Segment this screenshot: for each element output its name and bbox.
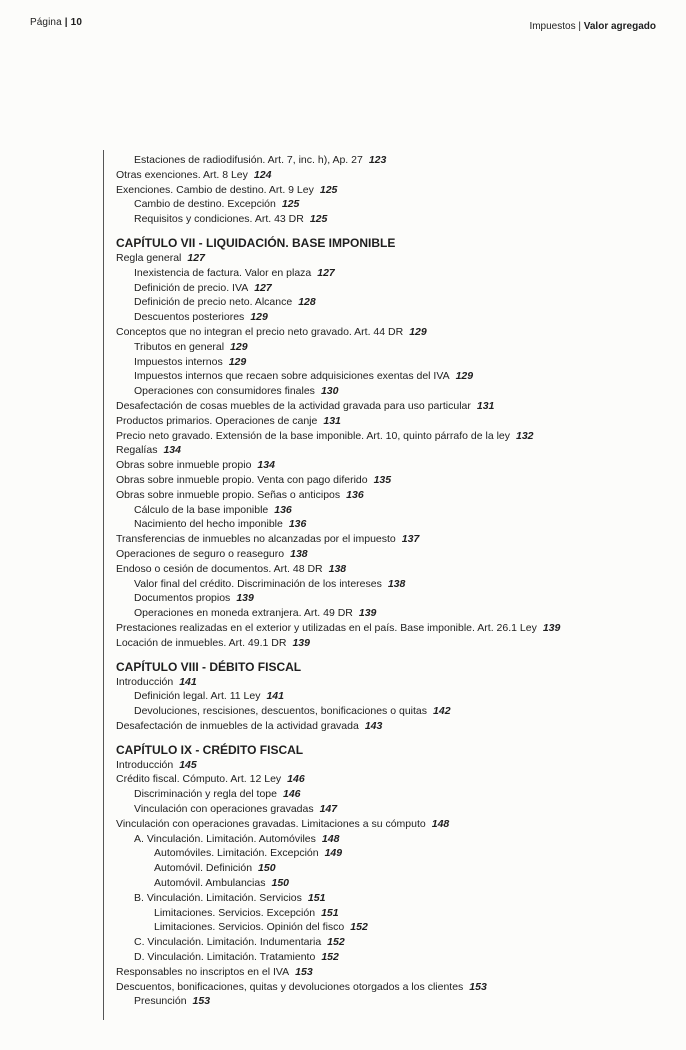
toc-entry-page: 136 xyxy=(274,503,292,516)
toc-entry xyxy=(114,876,679,891)
toc-entry xyxy=(114,704,679,719)
toc-entry xyxy=(114,384,679,399)
subsection-title: Valor agregado xyxy=(583,21,656,32)
toc-entry-text: Documentos propios xyxy=(134,592,231,605)
toc-entry-page: 150 xyxy=(258,862,276,875)
toc-entry-text: Operaciones con consumidores finales xyxy=(134,385,315,398)
toc-entry-text: Obras sobre inmueble propio xyxy=(116,459,252,472)
toc-entry-page: 147 xyxy=(319,803,338,816)
toc-entry xyxy=(114,325,679,340)
toc-entry-page: 127 xyxy=(254,281,272,294)
toc-entry-page: 151 xyxy=(307,891,326,904)
toc-entry xyxy=(114,591,679,606)
toc-entry xyxy=(114,906,679,921)
page-number: 10 xyxy=(70,17,82,28)
toc-entry-page: 142 xyxy=(433,705,451,718)
toc-entry xyxy=(114,787,679,802)
toc-entry-text: Operaciones de seguro o reaseguro xyxy=(116,547,285,560)
toc-entry-page: 127 xyxy=(187,251,205,264)
toc-entry xyxy=(114,399,679,414)
toc-entry xyxy=(114,281,679,296)
toc-entry-page: 149 xyxy=(324,847,343,860)
toc-entry-text: Definición de precio. IVA xyxy=(134,281,249,294)
toc-entry-page: 139 xyxy=(542,621,561,634)
toc-entry xyxy=(114,802,679,817)
toc-entry-page: 137 xyxy=(401,533,420,546)
toc-entry-page: 123 xyxy=(368,154,387,166)
page-label: Página xyxy=(30,17,62,28)
toc-entry-page: 129 xyxy=(250,311,268,324)
toc-entry xyxy=(114,355,679,370)
toc-entry-page: 143 xyxy=(364,719,383,732)
toc-entry xyxy=(114,168,679,183)
section-gap xyxy=(114,734,679,742)
toc-entry-page: 139 xyxy=(358,607,377,620)
section-title: Impuestos xyxy=(529,21,576,32)
toc-entry-text: D. Vinculación. Limitación. Tratamiento xyxy=(134,951,316,964)
toc-entry-page: 125 xyxy=(319,183,338,196)
toc-entry xyxy=(114,861,679,876)
toc-entry-text: Devoluciones, rescisiones, descuentos, bonificaciones o quitas xyxy=(134,705,428,718)
toc-entry-text: Requisitos y condiciones. Art. 43 DR xyxy=(134,213,304,226)
toc-entry xyxy=(114,414,679,429)
toc-entry xyxy=(114,920,679,935)
toc-entry-text: Definición legal. Art. 11 Ley xyxy=(134,690,261,703)
toc-entry-page: 132 xyxy=(516,429,534,442)
toc-entry-text: Valor final del crédito. Discriminación de los intereses xyxy=(134,577,382,590)
toc-entry-page: 146 xyxy=(287,773,305,786)
section-gap xyxy=(114,651,679,659)
toc-entry-text: Regalías xyxy=(116,444,158,457)
toc-entry-text: Limitaciones. Servicios. Excepción xyxy=(154,906,316,919)
toc-entry-text: Impuestos internos xyxy=(134,355,223,368)
toc-entry-text: Prestaciones realizadas en el exterior y utilizadas en el país. Base imponible. Art. 26.1 Ley xyxy=(116,621,537,634)
toc-entry-text: Estaciones de radiodifusión. Art. 7, inc. h), Ap. 27 xyxy=(134,154,363,166)
toc-entry xyxy=(114,488,679,503)
toc-entry xyxy=(114,817,679,832)
toc-entry-page: 152 xyxy=(321,951,339,964)
toc-entry xyxy=(114,846,679,861)
toc-entry xyxy=(114,340,679,355)
section-gap xyxy=(114,227,679,235)
toc-entry-page: 150 xyxy=(271,877,290,890)
toc-entry-page: 129 xyxy=(455,370,474,383)
toc-entry-page: 148 xyxy=(321,832,340,845)
toc-entry-page: 151 xyxy=(321,906,339,919)
toc-entry xyxy=(114,197,679,212)
toc-entry-text: Inexistencia de factura. Valor en plaza xyxy=(134,266,312,279)
toc-entry-text: Descuentos posteriores xyxy=(134,311,245,324)
toc-entry-text: Automóvil. Definición xyxy=(154,862,253,875)
toc-entry-page: 148 xyxy=(431,817,450,830)
running-header-right xyxy=(529,21,656,32)
toc-entry-text: Obras sobre inmueble propio. Venta con pago diferido xyxy=(116,473,368,486)
toc-entry-text: Endoso o cesión de documentos. Art. 48 DR xyxy=(116,562,323,575)
toc-entry-text: Productos primarios. Operaciones de canje xyxy=(116,414,318,427)
toc-entry xyxy=(114,935,679,950)
toc-entry xyxy=(114,891,679,906)
toc-entry-text: Limitaciones. Servicios. Opinión del fisco xyxy=(154,921,345,934)
toc-entry-text: Introducción xyxy=(116,675,174,688)
header-separator: | xyxy=(578,21,584,32)
toc-entry-page: 127 xyxy=(317,266,335,279)
toc-entry xyxy=(114,532,679,547)
toc-entry-page: 152 xyxy=(327,936,345,949)
chapter-heading: CAPÍTULO IX - CRÉDITO FISCAL xyxy=(116,742,304,757)
toc-entry xyxy=(114,251,679,266)
toc-entry-page: 135 xyxy=(373,473,392,486)
toc-entry-page: 141 xyxy=(266,690,284,703)
toc-entry-page: 153 xyxy=(469,980,487,993)
toc-entry-page: 138 xyxy=(290,547,308,560)
toc-entry xyxy=(114,153,679,168)
toc-entry-text: Otras exenciones. Art. 8 Ley xyxy=(116,168,248,181)
toc-entry-page: 138 xyxy=(328,562,347,575)
toc-entry-page: 146 xyxy=(282,788,301,801)
toc-entry-text: C. Vinculación. Limitación. Indumentaria xyxy=(134,936,322,949)
toc-entry-text: Impuestos internos que recaen sobre adquisiciones exentas del IVA xyxy=(134,370,450,383)
toc-entry-text: Desafectación de cosas muebles de la actividad gravada para uso particular xyxy=(116,399,471,412)
toc-entry-page: 129 xyxy=(228,355,247,368)
toc-entry-page: 141 xyxy=(179,675,197,688)
running-header-left xyxy=(30,17,82,28)
toc-entry-text: Desafectación de inmuebles de la actividad gravada xyxy=(116,719,359,732)
toc-entry xyxy=(114,266,679,281)
toc-entry xyxy=(114,577,679,592)
toc-entry-page: 139 xyxy=(236,592,254,605)
toc-entry-page: 131 xyxy=(323,414,341,427)
toc-entry-text: Automóvil. Ambulancias xyxy=(154,877,266,890)
toc-entry-text: Obras sobre inmueble propio. Señas o anticipos xyxy=(116,488,341,501)
toc-entry-text: Nacimiento del hecho imponible xyxy=(134,518,283,531)
toc-entry-page: 153 xyxy=(295,965,313,978)
toc-entry-page: 131 xyxy=(476,399,495,412)
toc-entry-text: Definición de precio neto. Alcance xyxy=(134,296,293,309)
toc-entry-text: Vinculación con operaciones gravadas xyxy=(134,803,314,816)
toc-entry xyxy=(114,443,679,458)
chapter-heading: CAPÍTULO VIII - DÉBITO FISCAL xyxy=(116,659,302,674)
toc-entry-page: 136 xyxy=(288,518,307,531)
toc-entry xyxy=(114,517,679,532)
toc-entry xyxy=(114,458,679,473)
toc-entry xyxy=(114,675,679,690)
toc-entry-text: Tributos en general xyxy=(134,340,225,353)
toc-entry xyxy=(114,369,679,384)
toc-entry-text: Discriminación y regla del tope xyxy=(134,788,277,801)
toc-entry-text: Precio neto gravado. Extensión de la base imponible. Art. 10, quinto párrafo de la ley xyxy=(116,429,510,442)
toc-entry xyxy=(114,832,679,847)
toc-entry xyxy=(114,758,679,773)
toc-entry-text: Cálculo de la base imponible xyxy=(134,503,269,516)
toc-entry xyxy=(114,772,679,787)
toc-entry-text: Introducción xyxy=(116,758,174,771)
toc-entry-page: 129 xyxy=(409,325,427,338)
toc-entry xyxy=(114,547,679,562)
toc-entry-page: 125 xyxy=(281,198,300,211)
toc-entry xyxy=(114,429,679,444)
toc-entry xyxy=(114,980,679,995)
toc-entry-page: 136 xyxy=(346,488,364,501)
toc-entry-text: B. Vinculación. Limitación. Servicios xyxy=(134,891,302,904)
toc-entry-text: Regla general xyxy=(116,251,182,264)
toc-entry-text: Locación de inmuebles. Art. 49.1 DR xyxy=(116,636,287,649)
toc-entry xyxy=(114,636,679,651)
toc-entry-text: Descuentos, bonificaciones, quitas y devoluciones otorgados a los clientes xyxy=(116,980,464,993)
toc-entry-text: Vinculación con operaciones gravadas. Limitaciones a su cómputo xyxy=(116,817,426,830)
toc-entry xyxy=(114,950,679,965)
toc-entry xyxy=(114,606,679,621)
toc-entry-page: 130 xyxy=(320,385,339,398)
toc-entry xyxy=(114,719,679,734)
toc-entry xyxy=(114,965,679,980)
toc-entry xyxy=(114,689,679,704)
toc-entry-page: 138 xyxy=(387,577,406,590)
toc-entry-page: 129 xyxy=(230,340,248,353)
table-of-contents xyxy=(114,153,679,1009)
toc-entry xyxy=(114,994,679,1009)
chapter-heading: CAPÍTULO VII - LIQUIDACIÓN. BASE IMPONIBLE xyxy=(116,235,396,250)
toc-entry-text: Exenciones. Cambio de destino. Art. 9 Ley xyxy=(116,183,314,196)
toc-entry-text: Crédito fiscal. Cómputo. Art. 12 Ley xyxy=(116,773,282,786)
toc-entry-page: 139 xyxy=(292,636,310,649)
toc-entry xyxy=(114,621,679,636)
toc-entry xyxy=(114,473,679,488)
toc-entry-text: Transferencias de inmuebles no alcanzadas por el impuesto xyxy=(116,533,396,546)
toc-entry-page: 125 xyxy=(309,213,328,226)
toc-entry xyxy=(114,183,679,198)
toc-entry-text: Responsables no inscriptos en el IVA xyxy=(116,965,290,978)
header-separator: | xyxy=(64,17,68,28)
margin-rule xyxy=(103,150,104,1020)
toc-entry-page: 152 xyxy=(350,921,368,934)
toc-entry-page: 128 xyxy=(298,296,316,309)
toc-entry-text: A. Vinculación. Limitación. Automóviles xyxy=(134,832,316,845)
toc-entry xyxy=(114,503,679,518)
toc-entry-page: 134 xyxy=(163,444,181,457)
toc-entry-page: 134 xyxy=(257,459,275,472)
toc-entry-text: Automóviles. Limitación. Excepción xyxy=(154,847,319,860)
toc-entry-page: 124 xyxy=(253,168,272,181)
toc-entry xyxy=(114,212,679,227)
toc-entry-text: Conceptos que no integran el precio neto gravado. Art. 44 DR xyxy=(116,325,404,338)
toc-entry-text: Presunción xyxy=(134,995,187,1008)
toc-entry xyxy=(114,310,679,325)
toc-entry-text: Cambio de destino. Excepción xyxy=(134,198,276,211)
toc-entry xyxy=(114,295,679,310)
toc-entry-page: 153 xyxy=(192,995,211,1008)
toc-entry-page: 145 xyxy=(179,758,197,771)
toc-entry xyxy=(114,562,679,577)
toc-entry-text: Operaciones en moneda extranjera. Art. 49 DR xyxy=(134,607,353,620)
